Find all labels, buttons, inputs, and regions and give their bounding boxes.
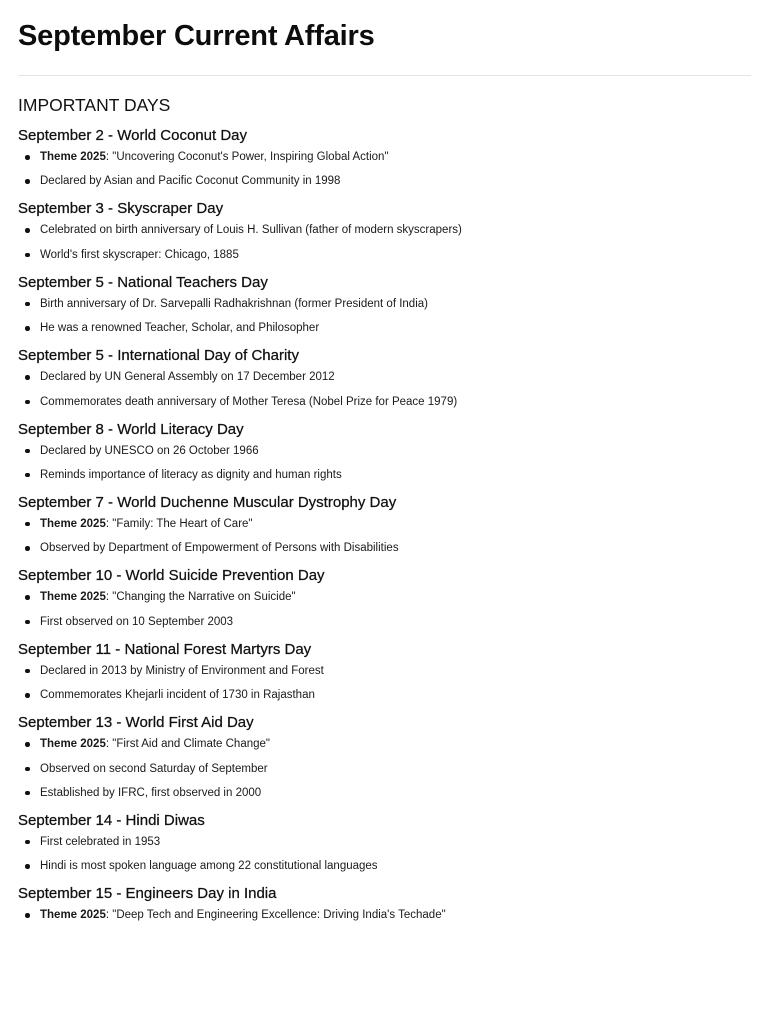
list-item [18,222,751,238]
day-title: September 7 - World Duchenne Muscular Dystrophy Day [18,493,397,511]
point-text: Commemorates death anniversary of Mother Teresa (Nobel Prize for Peace 1979) [40,395,458,408]
day-points [18,149,751,189]
list-item [18,173,751,189]
important-days-list [18,126,751,923]
point-text: Observed on second Saturday of September [40,762,268,775]
list-item [18,247,751,263]
day-title: September 14 - Hindi Diwas [18,811,205,829]
bullet-icon [25,791,30,796]
bullet-icon [25,522,30,527]
bullet-icon [25,620,30,625]
day-points [18,296,751,336]
day-title: September 3 - Skyscraper Day [18,200,224,218]
bullet-icon [25,767,30,772]
point-text: Declared by UNESCO on 26 October 1966 [40,444,259,457]
list-item [18,614,751,630]
bullet-icon [25,693,30,698]
theme-item [18,589,751,605]
day-points [18,589,751,629]
bullet-icon [25,228,30,233]
bullet-icon [25,595,30,600]
point-text: Observed by Department of Empowerment of Persons with Disabilities [40,542,399,555]
point-text: Commemorates Khejarli incident of 1730 in Rajasthan [40,689,315,702]
point-text: World's first skyscraper: Chicago, 1885 [40,248,239,261]
day-points [18,516,751,556]
list-item [18,296,751,312]
theme-text: : "Deep Tech and Engineering Excellence: Driving India's Techade" [105,909,446,922]
theme-label: Theme 2025 [40,909,106,922]
day-title: September 8 - World Literacy Day [18,420,244,438]
bullet-icon [25,155,30,160]
point-text: Hindi is most spoken language among 22 constitutional languages [40,860,378,873]
day-entry [18,126,751,189]
theme-item [18,907,751,923]
theme-text: : "Family: The Heart of Care" [105,517,253,530]
day-points [18,369,751,409]
day-entry [18,346,751,409]
day-entry [18,811,751,874]
bullet-icon [25,179,30,184]
bullet-icon [25,913,30,918]
theme-item [18,516,751,532]
theme-text: : "First Aid and Climate Change" [105,738,270,751]
point-text: He was a renowned Teacher, Scholar, and Philosopher [40,322,320,335]
list-item [18,394,751,410]
bullet-icon [25,669,30,674]
section-heading: IMPORTANT DAYS [18,95,171,115]
day-title: September 10 - World Suicide Prevention Day [18,567,325,585]
list-item [18,761,751,777]
list-item [18,834,751,850]
day-points [18,443,751,483]
day-title: September 15 - Engineers Day in India [18,885,277,903]
list-item [18,467,751,483]
day-points [18,663,751,703]
day-entry [18,566,751,629]
bullet-icon [25,302,30,307]
bullet-icon [25,864,30,869]
bullet-icon [25,400,30,405]
page-title: September Current Affairs [18,20,375,52]
list-item [18,369,751,385]
bullet-icon [25,840,30,845]
bullet-icon [25,253,30,258]
point-text: First celebrated in 1953 [40,835,161,848]
point-text: Declared by UN General Assembly on 17 December 2012 [40,371,335,384]
day-title: September 5 - International Day of Charity [18,347,299,365]
day-points [18,222,751,262]
day-points [18,907,751,923]
point-text: Reminds importance of literacy as dignity and human rights [40,468,342,481]
title-divider [18,75,751,76]
point-text: Birth anniversary of Dr. Sarvepalli Radhakrishnan (former President of India) [40,297,428,310]
bullet-icon [25,326,30,331]
day-entry [18,640,751,703]
list-item [18,858,751,874]
theme-text: : "Changing the Narrative on Suicide" [105,591,296,604]
bullet-icon [25,546,30,551]
day-points [18,834,751,874]
day-points [18,736,751,801]
point-text: Declared by Asian and Pacific Coconut Community in 1998 [40,175,341,188]
list-item [18,540,751,556]
theme-label: Theme 2025 [40,738,106,751]
list-item [18,785,751,801]
day-title: September 2 - World Coconut Day [18,127,247,144]
list-item [18,663,751,679]
theme-item [18,736,751,752]
day-title: September 11 - National Forest Martyrs Day [18,640,312,658]
point-text: Celebrated on birth anniversary of Louis H. Sullivan (father of modern skyscrapers) [40,224,462,237]
list-item [18,320,751,336]
bullet-icon [25,375,30,380]
bullet-icon [25,449,30,454]
theme-label: Theme 2025 [40,591,106,604]
day-entry [18,199,751,262]
list-item [18,687,751,703]
day-title: September 5 - National Teachers Day [18,273,268,291]
day-entry [18,713,751,801]
bullet-icon [25,742,30,747]
day-entry [18,884,751,923]
list-item [18,443,751,459]
point-text: First observed on 10 September 2003 [40,615,234,628]
theme-label: Theme 2025 [40,151,106,163]
day-title: September 13 - World First Aid Day [18,714,254,732]
theme-item [18,149,751,165]
point-text: Declared in 2013 by Ministry of Environment and Forest [40,664,324,677]
bullet-icon [25,473,30,478]
theme-label: Theme 2025 [40,517,106,530]
day-entry [18,493,751,556]
day-entry [18,420,751,483]
day-entry [18,273,751,336]
theme-text: : "Uncovering Coconut's Power, Inspiring Global Action" [105,151,389,163]
point-text: Established by IFRC, first observed in 2000 [40,786,262,799]
